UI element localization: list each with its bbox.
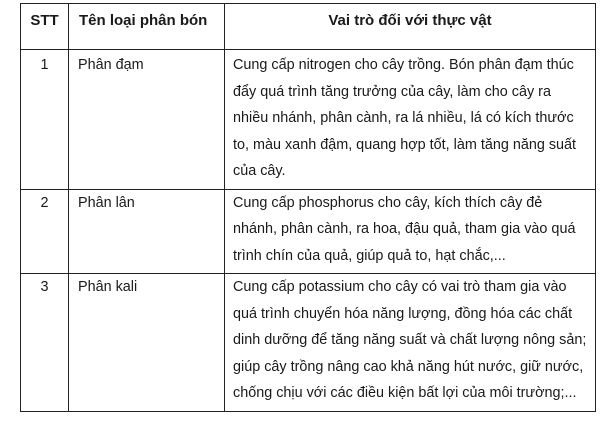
- row-stt: 1: [21, 50, 69, 190]
- header-role: Vai trò đối với thực vật: [225, 4, 596, 50]
- table-row: [21, 50, 596, 190]
- table-header: [21, 4, 596, 50]
- row-role-description: Cung cấp nitrogen cho cây trồng. Bón phân đạm thúc đẩy quá trình tăng trưởng của cây, làm cho cây ra nhiều nhánh, phân cành, ra lá nhiều, lá có kích thước to, màu xanh đậm, quang hợp tốt, làm tăng năng suất của cây.: [225, 50, 596, 190]
- row-fertilizer-name: Phân đạm: [69, 50, 225, 190]
- table-body: [21, 50, 596, 412]
- row-role-description: Cung cấp potassium cho cây có vai trò tham gia vào quá trình chuyển hóa năng lượng, đồng hóa các chất dinh dưỡng để tăng năng suất và chất lượng nông sản; giúp cây trồng nâng cao khả năng hút nước, giữ nước, chống chịu với các điều kiện bất lợi của môi trường;...: [225, 274, 596, 412]
- table-row: [21, 274, 596, 412]
- row-stt: 3: [21, 274, 69, 412]
- header-stt: STT: [21, 4, 69, 50]
- header-row: [21, 4, 596, 50]
- fertilizer-table: [20, 3, 596, 412]
- row-fertilizer-name: Phân kali: [69, 274, 225, 412]
- header-fertilizer-name: Tên loại phân bón: [69, 4, 225, 50]
- table-row: [21, 189, 596, 274]
- row-stt: 2: [21, 189, 69, 274]
- row-fertilizer-name: Phân lân: [69, 189, 225, 274]
- row-role-description: Cung cấp phosphorus cho cây, kích thích cây đẻ nhánh, phân cành, ra hoa, đậu quả, tham gia vào quá trình chín của quả, giúp quả to, hạt chắc,...: [225, 189, 596, 274]
